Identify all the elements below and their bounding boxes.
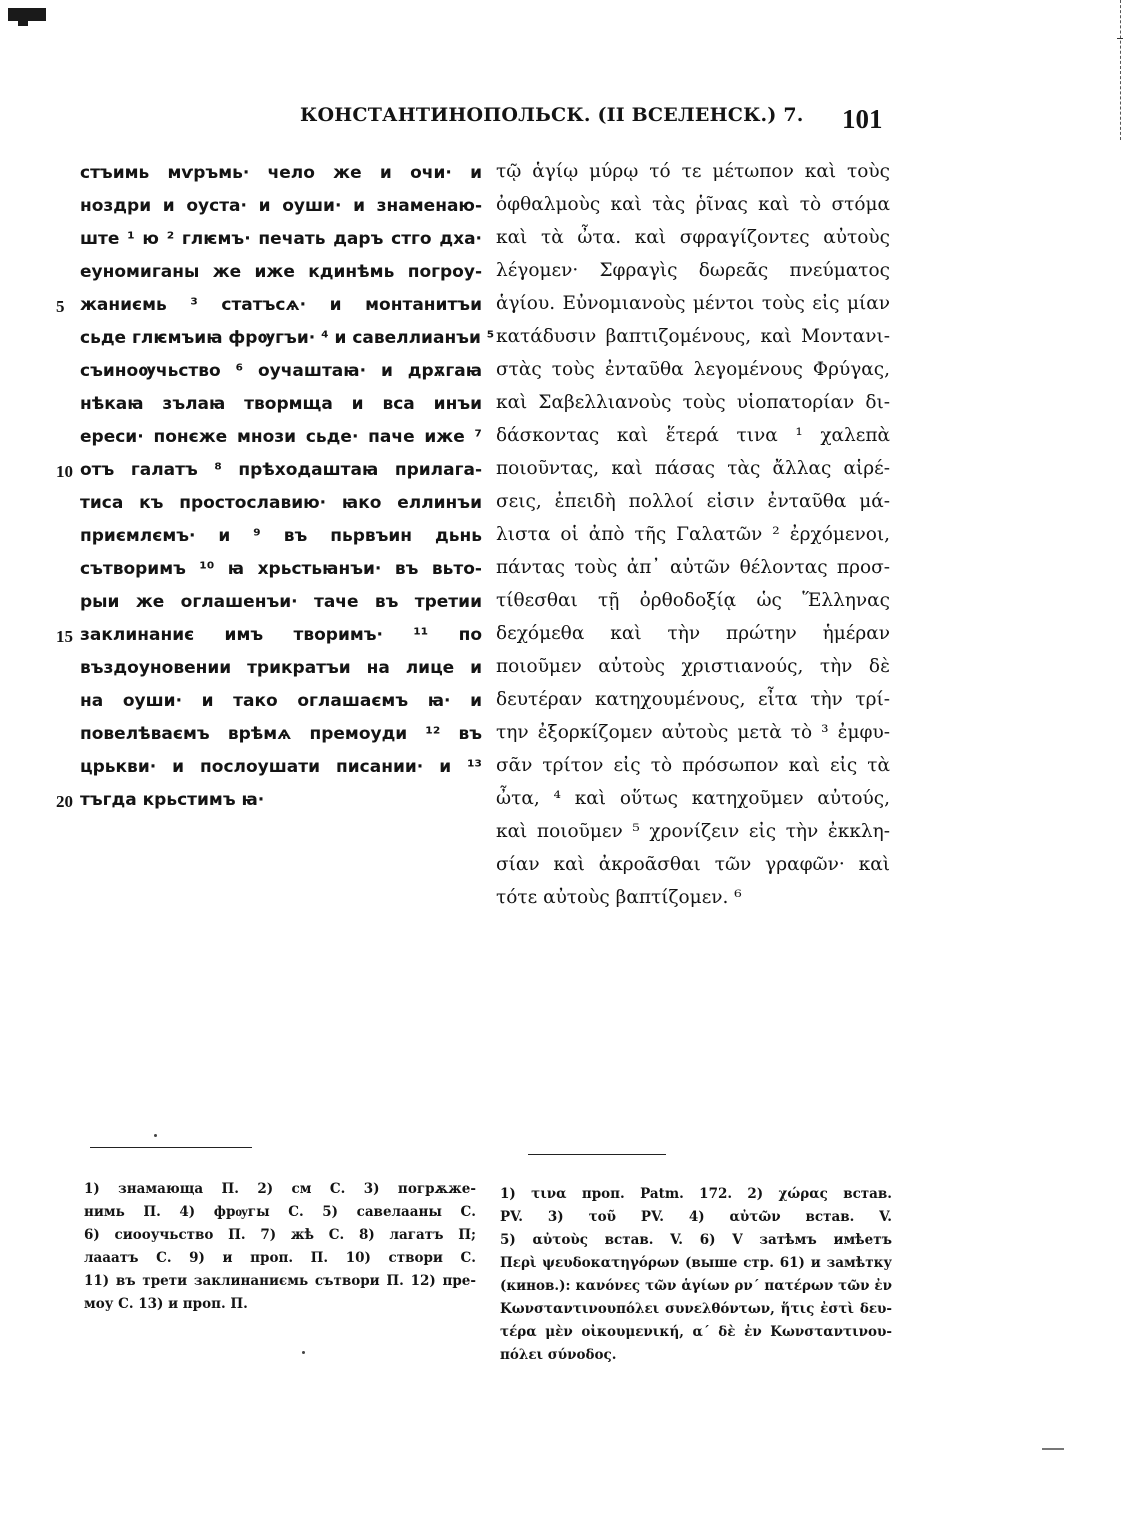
greek-line: δάσκοντας καὶ ἕτερά τινα ¹ χαλεπὰ — [496, 425, 890, 446]
slavonic-line: тъгда крьстимъ ꙗ· — [80, 790, 265, 810]
slavonic-line: ноздри и оуста· и оуши· и знаменаю- — [80, 196, 482, 216]
greek-line: ὦτα, ⁴ καὶ οὕτως κατηχοῦμεν αὐτούς, — [496, 788, 890, 809]
greek-line: τότε αὐτοὺς βαπτίζομεν. ⁶ — [496, 887, 742, 908]
greek-line: σᾶν τρίτον εἰς τὸ πρόσωπον καὶ εἰς τὰ — [496, 755, 890, 776]
greek-line: κατάδυσιν βαπτιζομένους, καὶ Μοντανι- — [496, 326, 890, 347]
footnote-line-left: 6) сиооучьство П. 7) жѣ С. 8) лагатъ П; — [84, 1227, 476, 1243]
greek-line: σεις, ἐπειδὴ πολλοί εἰσιν ἐνταῦθα μά- — [496, 491, 890, 512]
footnote-rule-left — [90, 1147, 252, 1148]
slavonic-line: црькви· и послоушати писании· и ¹³ — [80, 757, 482, 777]
footnote-line-right: Κωνσταντινουπόλει συνελθόντων, ἥτις ἐστὶ δευ- — [500, 1301, 892, 1317]
greek-line: καὶ ποιοῦμεν ⁵ χρονίζειν εἰς τὴν ἐκκλη- — [496, 821, 890, 842]
footnote-line-right: τέρα μὲν οἰκουμενική, α´ δὲ ἐν Κωνσταντινου- — [500, 1324, 892, 1340]
slavonic-line: тиса къ простославию· ꙗко еллинъи — [80, 493, 482, 513]
slavonic-line: жаниємь ³ статъсѧ· и монтанитъи — [80, 295, 482, 315]
slavonic-line: отъ галатъ ⁸ прѣходаштаꙗ прилага- — [80, 460, 482, 480]
footnote-line-right: 5) αὐτοὺς встав. V. 6) V затѣмъ имѣетъ — [500, 1232, 892, 1248]
greek-line: ποιοῦντας, καὶ πάσας τὰς ἄλλας αἱρέ- — [496, 458, 890, 479]
slavonic-line: стъимь мѵръмь· чело же и очи· и — [80, 163, 482, 183]
slavonic-line: сьде глѥмъиꙗ фрѹгъи· ⁴ и савеллианъи ⁵ — [80, 328, 495, 348]
slavonic-line: ште ¹ ю ² глѥмъ· печать даръ стго дха· — [80, 229, 482, 249]
greek-line: τῷ ἁγίῳ μύρῳ τό τε μέτωπον καὶ τοὺς — [496, 161, 890, 182]
greek-line: τίθεσθαι τῇ ὀρθοδοξίᾳ ὡς Ἕλληνας — [496, 590, 890, 611]
slavonic-line: рыи же оглашенъи· таче въ третии — [80, 592, 482, 612]
footnote-line-left: моу С. 13) и проп. П. — [84, 1296, 248, 1312]
slavonic-line: на оуши· и тако оглашаємъ ꙗ· и — [80, 691, 482, 711]
slavonic-line: приємлємъ· и ⁹ въ пьрвъин дьнь — [80, 526, 482, 546]
edge-mark — [1042, 1448, 1064, 1450]
greek-line: πάντας τοὺς ἀπ᾽ αὐτῶν θέλοντας προσ- — [496, 557, 890, 578]
running-header: КОНСТАНТИНОПОЛЬСК. (II ВСЕЛЕНСК.) 7. — [300, 104, 804, 126]
slavonic-line: сътворимъ ¹⁰ ꙗ хрьстьꙗнъи· въ вьто- — [80, 559, 482, 579]
greek-line: ἁγίου. Εὐνομιανοὺς μέντοι τοὺς εἰς μίαν — [496, 293, 890, 314]
footnote-line-right: PV. 3) τοῦ PV. 4) αὐτῶν встав. V. — [500, 1209, 892, 1225]
footnote-rule-right — [528, 1154, 666, 1155]
ink-speck — [302, 1351, 305, 1354]
edge-tick — [1117, 38, 1123, 39]
greek-line: δεχόμεθα καὶ τὴν πρώτην ἡμέραν — [496, 623, 890, 644]
footnote-line-left: нимь П. 4) фрѹгы С. 5) савелааны С. — [84, 1204, 476, 1220]
footnote-line-right: 1) τινα проп. Patm. 172. 2) χώρας встав. — [500, 1186, 892, 1202]
greek-line: λέγομεν· Σφραγὶς δωρεᾶς πνεύματος — [496, 260, 890, 281]
line-number: 10 — [56, 462, 73, 481]
line-number: 5 — [56, 297, 65, 316]
footnote-line-right: πόλει σύνοδος. — [500, 1347, 617, 1363]
slavonic-line: повелѣваємъ врѣмѧ премоуди ¹² въ — [80, 724, 482, 744]
greek-line: καὶ Σαβελλιανοὺς τοὺς υἱοπατορίαν δι- — [496, 392, 890, 413]
greek-line: λιστα οἱ ἀπὸ τῆς Γαλατῶν ² ἐρχόμενοι, — [496, 524, 890, 545]
slavonic-line: въздоуновении трикратъи на лице и — [80, 658, 482, 678]
footnote-line-left: 1) знамающа П. 2) см С. 3) погрѫже- — [84, 1181, 476, 1197]
line-number: 20 — [56, 792, 73, 811]
footnote-line-left: лааатъ С. 9) и проп. П. 10) створи С. — [84, 1250, 476, 1266]
footnote-line-left: 11) въ трети заклинаниємь сътвори П. 12) пре- — [84, 1273, 476, 1289]
greek-line: δευτέραν κατηχουμένους, εἶτα τὴν τρί- — [496, 689, 890, 710]
greek-line: στὰς τοὺς ἐνταῦθα λεγομένους Φρύγας, — [496, 359, 890, 380]
greek-line: την ἐξορκίζομεν αὐτοὺς μετὰ τὸ ³ ἐμφυ- — [496, 722, 890, 743]
footnote-line-right: Περὶ ψευδοκατηγόρων (выше стр. 61) и замѣтку — [500, 1255, 892, 1271]
corner-ink-mark — [8, 8, 46, 21]
greek-line: ὀφθαλμοὺς καὶ τὰς ῥῖνας καὶ τὸ στόμα — [496, 194, 890, 215]
slavonic-line: еуномиганы же иже кдинѣмь погроу- — [80, 262, 482, 282]
ink-speck — [154, 1134, 157, 1137]
slavonic-line: нѣкаꙗ зълаꙗ твормща и вса инъи — [80, 394, 482, 414]
greek-line: ποιοῦμεν αὐτοὺς χριστιανούς, τὴν δὲ — [496, 656, 890, 677]
slavonic-line: ереси· понєже мнози сьде· паче иже ⁷ — [80, 427, 482, 447]
slavonic-line: съиноѹчьство ⁶ оучаштаꙗ· и дрѫгаꙗ — [80, 361, 482, 381]
slavonic-line: заклинаниє имъ творимъ· ¹¹ по — [80, 625, 482, 645]
page-number: 101 — [842, 104, 883, 134]
line-number: 15 — [56, 627, 73, 646]
edge-rule — [1120, 0, 1121, 140]
greek-line: σίαν καὶ ἀκροᾶσθαι τῶν γραφῶν· καὶ — [496, 854, 890, 875]
footnote-line-right: (кинов.): κανόνες τῶν ἁγίων ρν´ πατέρων τῶν ἐν — [500, 1278, 892, 1294]
greek-line: καὶ τὰ ὦτα. καὶ σφραγίζοντες αὐτοὺς — [496, 227, 890, 248]
